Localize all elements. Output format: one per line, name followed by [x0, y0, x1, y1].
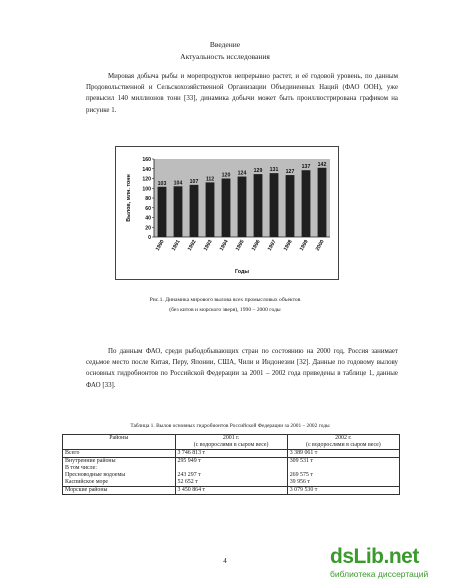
y-tick-label: 20	[145, 225, 151, 232]
header-2001	[175, 435, 287, 450]
data-label: 137	[301, 164, 311, 171]
y-tick-label: 100	[142, 186, 151, 193]
row-2002-value: 39 956 т	[289, 479, 310, 485]
x-tick-label: 1992	[186, 239, 198, 252]
fao-paragraph: По данным ФАО, среди рыбодобывающих стран по состоянию на 2000 год, Россия занимает седьмое место после Китая, Перу, Японии, США, Чили и Индонезии [32]. Данные по годовому вылову основных гидробионтов по Российской Федерации за 2001 – 2002 года приведены в таблице 1, данные ФАО [33].	[86, 348, 398, 389]
row-2001-value: 295 949 т	[175, 458, 287, 473]
table-row	[63, 458, 400, 473]
table-header-row	[63, 435, 400, 450]
x-tick-label: 2000	[314, 239, 326, 252]
bar	[302, 170, 311, 237]
bar	[286, 175, 295, 237]
data-label: 131	[269, 167, 279, 174]
x-tick-label: 1990	[154, 239, 166, 252]
x-tick-label: 1995	[234, 239, 246, 252]
data-label: 127	[285, 169, 295, 176]
row-label: В том числе:	[65, 465, 97, 471]
data-label: 142	[317, 161, 327, 168]
catch-table	[62, 434, 400, 495]
row-label: Пресноводные водоемы	[65, 472, 126, 478]
page-number: 4	[223, 557, 227, 565]
y-tick-label: 60	[145, 205, 151, 212]
header-2002-year: 2002 г.	[335, 435, 352, 441]
row-label: Морские районы	[63, 487, 176, 495]
bar	[206, 182, 215, 237]
row-2002-value: 3 389 061 т	[287, 450, 399, 458]
row-label: Внутренние районы	[65, 458, 116, 464]
y-tick-label: 80	[145, 196, 151, 202]
row-label-group	[63, 458, 176, 473]
row-2001-value: 52 652 т	[177, 479, 198, 485]
header-regions: Районы	[63, 435, 176, 450]
watermark-logo: dsLib.net	[330, 545, 419, 568]
bar	[238, 177, 247, 237]
intro-paragraph: Мировая добыча рыбы и морепродуктов непрерывно растет, и её годовой уровень, по данным Продовольственной и Сельскохозяйственной Организации Объединенных Наций (ФАО ООН), уже превысил 140 миллионов тонн [33], динамика добычи может быть проиллюстрирована графиком на рисунке 1.	[86, 73, 398, 114]
x-axis-title: Годы	[234, 269, 250, 275]
y-axis-title: Вылов, млн. тонн	[126, 174, 132, 222]
section-subtitle: Актуальность исследования	[180, 52, 270, 61]
data-label: 129	[253, 168, 263, 175]
header-2002-note: (с водорослями в сыром весе)	[305, 442, 381, 448]
row-2002-value: 269 575 т	[289, 472, 313, 478]
bar	[318, 168, 327, 237]
watermark-subtitle: библиотека диссертаций	[330, 569, 429, 579]
row-2001-value: 3 746 813 т	[175, 450, 287, 458]
y-tick-label: 140	[142, 166, 151, 173]
header-2001-year: 2001 г.	[222, 435, 240, 441]
watermark	[330, 545, 442, 579]
bar	[222, 179, 231, 238]
row-2001-value: 243 297 т	[177, 472, 201, 478]
table-row	[63, 450, 400, 458]
data-label: 124	[237, 170, 247, 177]
row-2002-value: 3 079 530 т	[287, 487, 399, 495]
x-tick-label: 1999	[298, 239, 310, 252]
data-label: 112	[205, 176, 215, 183]
x-tick-label: 1993	[202, 239, 214, 252]
section-title: Введение	[209, 40, 241, 49]
x-tick-label: 1994	[218, 239, 230, 252]
y-tick-label: 0	[148, 235, 151, 241]
figure-caption-line1: Рис.1. Динамика мирового вылова всех промысловых объектов	[149, 297, 301, 303]
figure-caption-line2: (без китов и морского зверя), 1990 – 2000 годы	[169, 307, 281, 313]
bar	[158, 187, 167, 237]
row-2002-value-group	[287, 472, 399, 487]
data-label: 104	[173, 180, 183, 187]
x-tick-label: 1997	[266, 239, 278, 252]
y-tick-label: 40	[145, 215, 151, 222]
data-label: 107	[189, 178, 199, 185]
table-caption: Таблица 1. Вылов основных гидробионтов Российской Федерации за 2001 – 2002 годы	[130, 423, 330, 429]
bar-chart	[116, 147, 338, 279]
x-tick-label: 1998	[282, 239, 294, 252]
row-label: Всего	[63, 450, 176, 458]
header-2001-note: (с водорослями в сыром весе)	[193, 442, 269, 448]
y-tick-label: 120	[142, 176, 151, 183]
row-2001-value-group	[175, 472, 287, 487]
x-tick-label: 1991	[170, 239, 182, 252]
row-label: Каспийское море	[65, 479, 109, 485]
chart-figure	[115, 146, 339, 280]
table-row	[63, 487, 400, 495]
bar	[174, 186, 183, 237]
bar	[190, 185, 199, 237]
bar	[270, 173, 279, 237]
row-label-group	[63, 472, 176, 487]
table-row	[63, 472, 400, 487]
header-2002	[287, 435, 399, 450]
row-2001-value: 3 450 864 т	[175, 487, 287, 495]
y-tick-label: 160	[142, 157, 151, 163]
data-label: 120	[221, 172, 231, 179]
data-label: 103	[157, 180, 167, 187]
bar	[254, 174, 263, 237]
row-2002-value: 309 531 т	[287, 458, 399, 473]
x-tick-label: 1996	[250, 239, 262, 252]
